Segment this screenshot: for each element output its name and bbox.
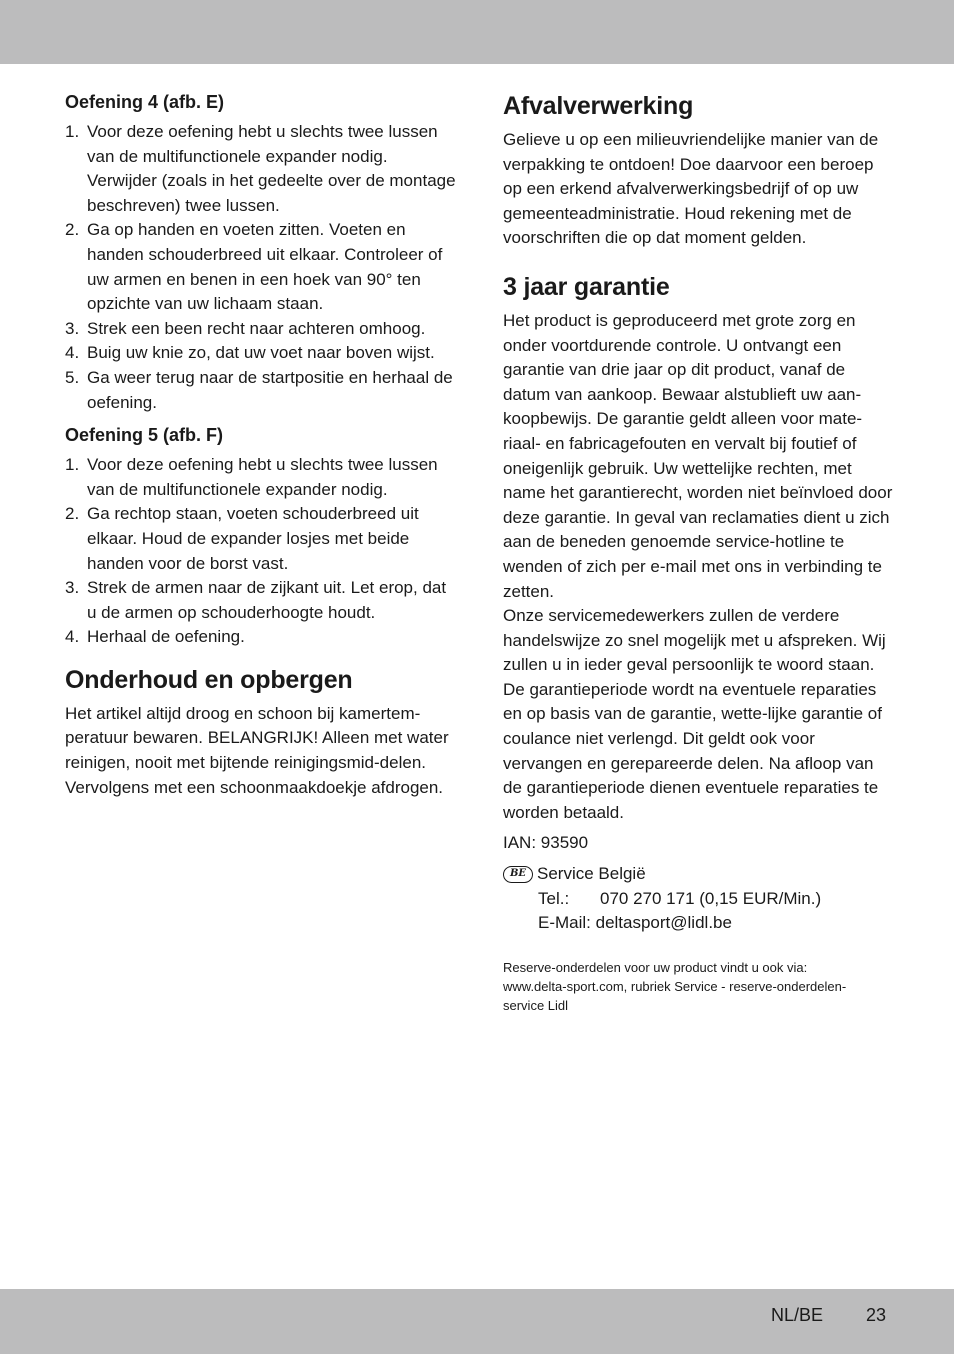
list-item: 3. Strek de armen naar de zijkant uit. Let erop, dat u de armen op schouderhoogte houdt. bbox=[65, 578, 447, 622]
warranty-heading: 3 jaar garantie bbox=[503, 272, 670, 301]
warranty-paragraph-1: Het product is geproduceerd met grote zorg en onder voortdurende controle. U ontvangt een garantie van drie jaar op dit product, vanaf de datum van aankoop. Bewaar alstublieft uw aan-koopbewijs. De garantie geldt alleen voor mate-riaal- en fabricagefouten en vervalt bij foutief of oneigenlijk gebruik. Uw wettelijke rechten, met name het garantierecht, worden niet beïnvloed door deze garantie. In geval van reclamaties dient u zich aan de beneden genoemde service-hotline te wenden of zich per e-mail met ons in verbinding te zetten. bbox=[503, 310, 893, 601]
ian-number: IAN: 93590 bbox=[503, 833, 589, 853]
service-block bbox=[503, 862, 895, 936]
warranty-paragraph-2: Onze servicemedewerkers zullen de verdere handelswijze zo snel mogelijk met u afspreken. Wij zullen u in ieder geval persoonlijk te woord staan. De garantieperiode wordt na eventuele reparaties en op basis van de garantie, wette-lijke garantie of coulance niet verlengd. Dit geldt ook voor vervangen en gerepareerde delen. Na afloop van de garantieperiode dienen eventuele reparaties te worden betaald. bbox=[503, 606, 886, 822]
footer-language: NL/BE bbox=[771, 1305, 824, 1325]
header-band bbox=[0, 0, 954, 64]
maintenance-text: Het artikel altijd droog en schoon bij kamertem-peratuur bewaren. BELANGRIJK! Alleen met water reinigen, nooit met bijtende reinigingsmid-delen. Vervolgens met een schoonmaakdoekje afdrogen. bbox=[65, 703, 449, 797]
list-item: 1. Voor deze oefening hebt u slechts twee lussen van de multifunctionele expander nodig. bbox=[65, 455, 438, 499]
list-item: 2. Ga op handen en voeten zitten. Voeten en handen schouderbreed uit elkaar. Controleer of uw armen en benen in een hoek van 90° ten opzichte van uw lichaam staan. bbox=[65, 220, 443, 314]
belgium-badge-icon: BE bbox=[503, 866, 533, 883]
list-item: 1. Voor deze oefening hebt u slechts twee lussen van de multifunctionele expander nodig. Verwijder (zoals in het gedeelte over de montage beschreven) twee lussen. bbox=[65, 122, 456, 215]
exercise-4-steps bbox=[65, 120, 457, 415]
exercise-5-heading: Oefening 5 (afb. F) bbox=[65, 425, 224, 446]
service-email: E-Mail: deltasport@lidl.be bbox=[538, 913, 732, 933]
list-item: 4. Herhaal de oefening. bbox=[65, 627, 245, 647]
exercise-4-heading: Oefening 4 (afb. E) bbox=[65, 92, 225, 112]
tel-label: Tel.: bbox=[538, 888, 570, 908]
list-item: 3. Strek een been recht naar achteren omhoog. bbox=[65, 318, 426, 338]
list-item: 5. Ga weer terug naar de startpositie en herhaal de oefening. bbox=[65, 367, 453, 412]
list-item: 2. Ga rechtop staan, voeten schouderbreed uit elkaar. Houd de expander losjes met beide handen voor de borst vast. bbox=[65, 504, 419, 573]
disposal-heading: Afvalverwerking bbox=[503, 92, 694, 120]
tel-value: 070 270 171 (0,15 EUR/Min.) bbox=[600, 888, 822, 908]
left-column bbox=[65, 90, 457, 800]
maintenance-heading: Onderhoud en opbergen bbox=[65, 665, 353, 694]
page-number: 23 bbox=[866, 1305, 887, 1325]
exercise-5-steps bbox=[65, 453, 457, 650]
spare-parts-note: Reserve-onderdelen voor uw product vindt u ook via: www.delta-sport.com, rubriek Service - reserve-onderdelen- service Lidl bbox=[503, 959, 847, 1013]
list-item: 4. Buig uw knie zo, dat uw voet naar boven wijst. bbox=[65, 343, 435, 363]
disposal-text: Gelieve u op een milieuvriendelijke manier van de verpakking te ontdoen! Doe daarvoor een beroep op een erkend afvalverwerkingsbedrijf of op uw gemeenteadministratie. Houd rekening met de voorschriften die op dat moment gelden. bbox=[503, 130, 879, 248]
right-column bbox=[503, 90, 895, 1015]
service-title: Service België bbox=[537, 864, 646, 884]
